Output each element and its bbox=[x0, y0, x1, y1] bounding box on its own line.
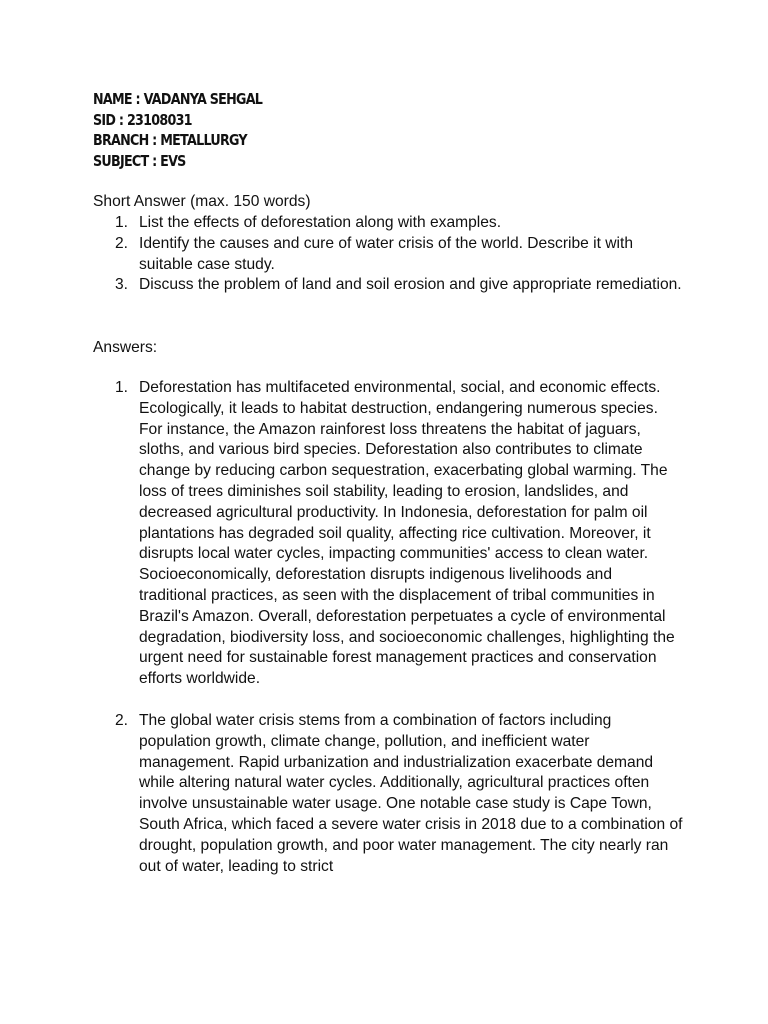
short-answer-title: Short Answer (max. 150 words) bbox=[93, 193, 311, 210]
question-item bbox=[93, 213, 683, 234]
student-subject: SUBJECT : EVS bbox=[93, 151, 186, 170]
answer-item bbox=[93, 378, 683, 690]
answer-text: Deforestation has multifaceted environmental, social, and economic effects. Ecologically, it leads to habitat destruction, endangering numerous species. For instance, the Amazon rainforest loss threatens the habitat of jaguars, sloths, and various bird species. Deforestation also contributes to climate change by reducing carbon sequestration, exacerbating global warming. The loss of trees diminishes soil stability, leading to erosion, landslides, and decreased agricultural productivity. In Indonesia, deforestation for palm oil plantations has degraded soil quality, affecting rice cultivation. Moreover, it disrupts local water cycles, impacting communities' access to clean water. Socioeconomically, deforestation disrupts indigenous livelihoods and traditional practices, as seen with the displacement of tribal communities in Brazil's Amazon. Overall, deforestation perpetuates a cycle of environmental degradation, biodiversity loss, and socioeconomic challenges, highlighting the urgent need for sustainable forest management practices and conservation efforts worldwide. bbox=[139, 379, 675, 688]
answer-number: 2. bbox=[115, 711, 129, 729]
question-list bbox=[93, 213, 683, 296]
question-text: Discuss the problem of land and soil erosion and give appropriate remediation. bbox=[139, 276, 682, 294]
answer-item bbox=[93, 711, 683, 877]
question-item bbox=[93, 275, 683, 296]
question-item bbox=[93, 234, 683, 276]
question-number: 1. bbox=[115, 214, 129, 231]
question-text: List the effects of deforestation along with examples. bbox=[139, 214, 502, 231]
question-text: Identify the causes and cure of water crisis of the world. Describe it with suitable case study. bbox=[139, 234, 634, 273]
question-number: 2. bbox=[115, 234, 129, 252]
answer-text: The global water crisis stems from a combination of factors including population growth, climate change, pollution, and inefficient water management. Rapid urbanization and industrialization exacerbate demand while altering natural water cycles. Additionally, agricultural practices often involve unsustainable water usage. One notable case study is Cape Town, South Africa, which faced a severe water crisis in 2018 due to a combination of drought, population growth, and poor water management. The city nearly ran out of water, leading to strict bbox=[139, 711, 683, 875]
question-number: 3. bbox=[115, 276, 129, 294]
answer-number: 1. bbox=[115, 379, 129, 396]
student-name: NAME : VADANYA SEHGAL bbox=[93, 90, 263, 108]
student-branch: BRANCH : METALLURGY bbox=[93, 131, 247, 149]
answer-list bbox=[93, 378, 683, 877]
student-header bbox=[93, 89, 513, 171]
answers-title: Answers: bbox=[93, 339, 158, 356]
student-sid: SID : 23108031 bbox=[93, 110, 192, 129]
